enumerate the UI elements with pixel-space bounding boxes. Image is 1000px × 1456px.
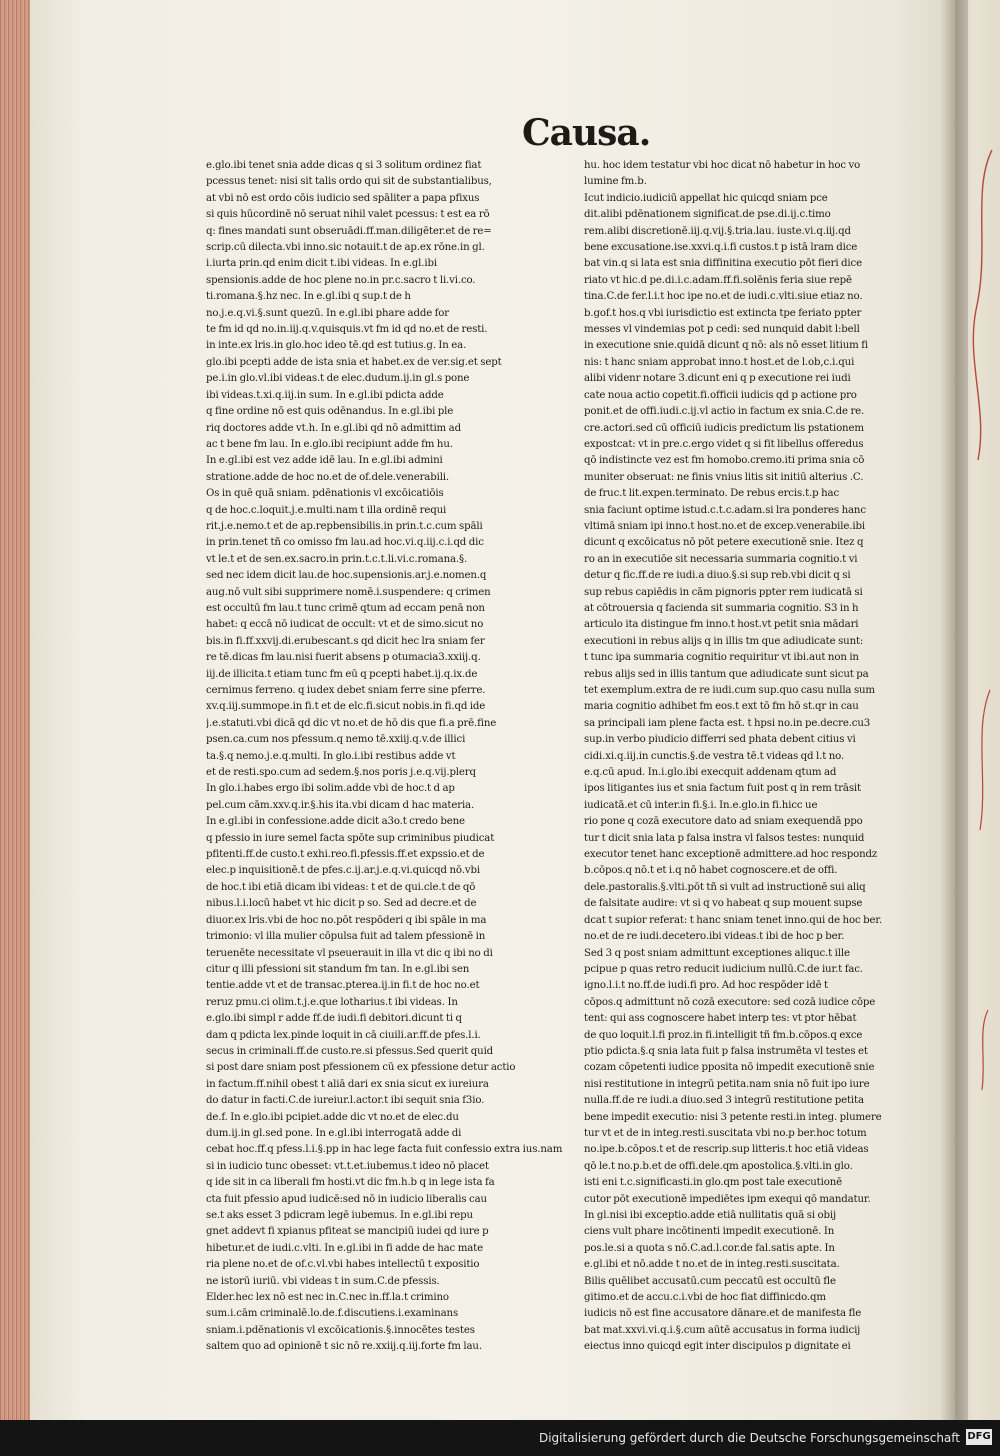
text-line: at vbi nō est ordo cōis iudicio sed spāliter a papa pfixus: [206, 192, 480, 204]
text-line: de hoc.t ibi etiā dicam ibi videas: t et de qui.cle.t de qō: [206, 881, 476, 893]
text-line: dum.ij.in gl.sed pone. In e.gl.ibi interrogatā adde di: [206, 1127, 462, 1139]
text-line: q ide sit in ca liberali fm hosti.vt dic fm.h.b q in lege ista fa: [206, 1177, 495, 1189]
text-line: ipos litigantes ius et snia factum fuit post q in rem trāsit: [584, 783, 861, 795]
text-line: cernimus ferreno. q iudex debet sniam ferre sine pferre.: [206, 685, 486, 696]
text-line: iudicis nō est fine accusatore dānare.et de manifesta fle: [584, 1308, 862, 1320]
text-line: bat mat.xxvi.vi.q.i.§.cum aūtē accusatus in forma iudicij: [584, 1324, 861, 1336]
text-line: dele.pastoralis.§.vlti.pōt tñ si vult ad instructionē sui aliq: [584, 881, 866, 893]
text-line: dcat t supior referat: t hanc sniam tenet inno.qui de hoc ber.: [584, 914, 883, 926]
text-line: t tunc ipa summaria cognitio requiritur vt ibi.aut non in: [584, 652, 859, 664]
text-line: i.iurta prin.qd enim dicit t.ibi videas. In e.gl.ibi: [206, 258, 437, 270]
text-line: ciens vult phare incōtinenti impedit executionē. In: [584, 1226, 835, 1238]
text-line: stratione.adde de hoc no.et de of.dele.venerabili.: [206, 471, 450, 483]
text-line: de quo loquit.l.fi proz.in fi.intelligit tñ fm.b.cōpos.q exce: [584, 1029, 863, 1041]
text-line: cta fuit pfessio apud iudicē:sed nō in iudicio liberalis cau: [206, 1193, 487, 1205]
text-line: e.glo.ibi simpl r adde ff.de iudi.fi debitori.dicunt ti q: [206, 1013, 462, 1025]
text-line: pos.le.si a quota s nō.C.ad.l.cor.de fal.satis apte. In: [584, 1242, 835, 1254]
text-line: rit.j.e.nemo.t et de ap.repbensibilis.in prin.t.c.cum spāli: [206, 520, 483, 532]
text-line: aug.nō vult sibi supprimere nomē.i.suspendere: q crimen: [206, 586, 491, 598]
text-line: rem.alibi discretionē.iij.q.vij.§.tria.lau. iuste.vi.q.iij.qd: [584, 225, 851, 237]
text-line: dicunt q excōicatus nō pōt petere executionē snie. Itez q: [584, 537, 864, 549]
text-line: cate noua actio copetit.fi.officii iudicis qd p actione pro: [584, 389, 857, 401]
text-line: vltimā sniam ipi inno.t host.no.et de excep.venerabile.ibi: [584, 520, 865, 532]
text-line: iij.de illicita.t etiam tunc fm eū q pcepti habet.ij.q.ix.de: [206, 668, 478, 680]
text-line: iudicatā.et cū inter.in fi.§.i. In.e.glo.in fi.hicc ue: [584, 799, 818, 811]
text-line: ibi videas.t.xi.q.iij.in sum. In e.gl.ibi pdicta adde: [206, 389, 444, 401]
text-line: bat vin.q si lata est snia diffinitina executio pōt fieri dice: [584, 258, 862, 270]
text-line: re tē.dicas fm lau.nisi fuerit absens p otumacia3.xxiij.q.: [206, 652, 481, 664]
text-line: q fine ordine nō est quis odēnandus. In e.gl.ibi ple: [206, 406, 454, 418]
text-line: no.ipe.b.cōpos.t et de rescrip.sup litteris.t hoc etiā videas: [584, 1144, 869, 1156]
text-line: In e.gl.ibi est vez adde idē lau. In e.gl.ibi admini: [206, 455, 443, 467]
text-line: cutor pōt executionē impediētes ipm exequi qō mandatur.: [584, 1193, 871, 1205]
marginal-red-flourish: [962, 130, 996, 1130]
text-line: de.f. In e.glo.ibi pcipiet.adde dic vt no.et de elec.du: [206, 1111, 459, 1123]
text-line: qō le.t no.p.b.et de offi.dele.qm apostolica.§.vlti.in glo.: [584, 1160, 853, 1172]
text-line: nis: t hanc sniam approbat inno.t host.et de l.ob,c.i.qui: [584, 356, 855, 368]
text-line: ti.romana.§.hz nec. In e.gl.ibi q sup.t de h: [206, 291, 411, 303]
text-line: ac t bene fm lau. In e.glo.ibi recipiunt adde fm hu.: [206, 438, 453, 450]
text-line: maria cognitio adhibet fm eos.t ext tō fm hō st.qr in cau: [584, 701, 859, 713]
text-line: nisi restitutione in integrū petita.nam snia nō fuit ipo iure: [584, 1078, 870, 1090]
text-line: In gl.nisi ibi exceptio.adde etiā nullitatis quā si obij: [584, 1210, 836, 1221]
text-line: isti eni t.c.significasti.in glo.qm post tale executionē: [584, 1177, 842, 1189]
text-line: pcipue p quas retro reducit iudicium nullū.C.de iur.t fac.: [584, 963, 863, 975]
text-line: si quis hūcordinē nō seruat nihil valet pcessus: t est ea rō: [206, 209, 490, 221]
text-line: te fm id qd no.in.iij.q.v.quisquis.vt fm id qd no.et de resti.: [206, 324, 488, 336]
text-line: tur vt et de in integ.resti.suscitata vbi no.p ber.hoc totum: [584, 1127, 867, 1139]
dfg-logo: DFG: [966, 1429, 992, 1445]
text-line: cozam cōpetenti iudice pposita nō impedit executionē snie: [584, 1062, 875, 1074]
text-line: ptio pdicta.§.q snia lata fuit p falsa instrumēta vl testes et: [584, 1045, 868, 1057]
text-line: b.cōpos.q nō.t et i.q nō habet cognoscere.et de offi.: [584, 865, 838, 877]
text-line: dam q pdicta lex.pinde loquit in cā ciuili.ar.ff.de pfes.l.i.: [206, 1029, 481, 1041]
text-line: q: fines mandati sunt obseruādi.ff.man.diligēter.et de re=: [206, 225, 492, 237]
text-line: qō indistincte vez est fm homobo.cremo.iti prima snia cō: [584, 455, 865, 467]
text-line: tur t dicit snia lata p falsa instra vl falsos testes: nunquid: [584, 832, 865, 844]
text-line: cidi.xi.q.iij.in cunctis.§.de vestra tē.t videas qd l.t no.: [584, 750, 845, 762]
text-line: elec.p inquisitionē.t de pfes.c.ij.ar.j.e.q.vi.quicqd nō.vbi: [206, 865, 481, 877]
text-line: cebat hoc.ff.q pfess.l.i.§.pp in hac lege facta fuit confessio extra ius.nam: [206, 1144, 563, 1156]
text-line: ta.§.q nemo.j.e.q.multi. In glo.i.ibi restibus adde vt: [206, 750, 456, 762]
text-line: sa principali iam plene facta est. t hpsi no.in pe.decre.cu3: [584, 717, 871, 729]
text-line: tet exemplum.extra de re iudi.cum sup.quo casu nulla sum: [584, 685, 875, 696]
text-line: scrip.cū dilecta.vbi inno.sic notauit.t de ap.ex rōne.in gl.: [206, 242, 485, 254]
footer-bar: [0, 1420, 1000, 1456]
text-line: pe.i.in glo.vl.ibi videas.t de elec.dudum.ij.in gl.s pone: [206, 373, 470, 385]
text-line: sup.in verbo piudicio differri sed phata debent citius vi: [584, 734, 856, 746]
text-line: muniter obseruat: ne finis vnius litis sit initiū alterius .C.: [584, 471, 864, 483]
text-line: executioni in rebus alijs q in illis tm que adiudicate sunt:: [584, 635, 864, 647]
text-line: lumine fm.b.: [584, 176, 647, 188]
text-line: dit.alibi pdēnationem significat.de pse.di.ij.c.timo: [584, 209, 831, 221]
text-line: de fruc.t lit.expen.terminato. De rebus ercis.t.p hac: [584, 488, 840, 500]
text-line: e.glo.ibi tenet snia adde dicas q si 3 solitum ordinez fiat: [206, 160, 482, 171]
text-line: diuor.ex lris.vbi de hoc no.pōt respōderi q ibi spāle in ma: [206, 914, 487, 926]
text-line: expostcat: vt in pre.c.ergo videt q si fit libellus offeredus: [584, 438, 864, 450]
text-line: ro an in executiōe sit necessaria summaria cognitio.t vi: [584, 553, 858, 565]
text-line: executor tenet hanc exceptionē admittere.ad hoc respondz: [584, 849, 878, 861]
text-line: vt le.t et de sen.ex.sacro.in prin.t.c.t.li.vi.c.romana.§.: [206, 553, 468, 565]
text-line: j.e.statuti.vbi dicā qd dic vt no.et de hō dis que fi.a prē.fine: [206, 717, 497, 729]
text-line: est occultū fm lau.t tunc crimē qtum ad eccam penā non: [206, 602, 485, 614]
text-line: et de resti.spo.cum ad sedem.§.nos poris j.e.q.vij.plerq: [206, 767, 476, 779]
text-line: In glo.i.habes ergo ibi solim.adde vbi de hoc.t d ap: [206, 783, 455, 795]
text-line: q pfessio in iure semel facta spōte sup criminibus piudicat: [206, 832, 495, 844]
text-line: snia faciunt optime istud.c.t.c.adam.si lra ponderes hanc: [584, 504, 866, 516]
text-line: tent: qui ass cognoscere habet interp tes: vt ptor hēbat: [584, 1013, 857, 1025]
text-line: pfitenti.ff.de custo.t exhi.reo.fi.pfessis.ff.et expssio.et de: [206, 849, 485, 861]
text-line: tina.C.de fer.l.i.t hoc ipe no.et de iudi.c.vlti.siue etiaz no.: [584, 291, 863, 303]
text-line: saltem quo ad opinionē t sic nō re.xxiij.q.iij.forte fm lau.: [206, 1341, 482, 1353]
text-line: sum.i.cām criminalē.lo.de.f.discutiens.i.examinans: [206, 1308, 459, 1320]
text-line: teruenēte necessitate vl pseuerauit in illa vt dic q ibi no di: [206, 947, 493, 959]
text-line: nulla.ff.de re iudi.a diuo.sed 3 integrū restitutione petita: [584, 1095, 864, 1107]
text-line: igno.l.i.t no.ff.de iudi.fi pro. Ad hoc respōder idē t: [584, 980, 828, 992]
text-line: spensionis.adde de hoc plene no.in pr.c.sacro t li.vi.co.: [206, 274, 476, 286]
text-line: e.q.cū apud. In.i.glo.ibi execquit addenam qtum ad: [584, 767, 837, 779]
left-text-column: [206, 158, 564, 1356]
text-line: bis.in fi.ff.xxvij.di.erubescant.s qd dicit hec lra sniam fer: [206, 635, 485, 647]
text-line: in inte.ex lris.in glo.hoc ideo tē.qd est tutius.g. In ea.: [206, 340, 467, 352]
text-line: riato vt hic.d pe.di.i.c.adam.ff.fi.solēnis feria siue repē: [584, 274, 852, 286]
text-line: habet: q eccā nō iudicat de occult: vt et de simo.sicut no: [206, 619, 484, 631]
text-line: xv.q.iij.summope.in fi.t et de elc.fi.sicut nobis.in fi.qd ide: [206, 701, 486, 713]
text-line: hibetur.et de iudi.c.vlti. In e.gl.ibi in fi adde de hac mate: [206, 1242, 483, 1254]
text-line: in factum.ff.nihil obest t aliā dari ex snia sicut ex iureiura: [206, 1078, 489, 1090]
text-line: in executione snie.quidā dicunt q nō: als nō esset litium fi: [584, 340, 868, 352]
text-line: rio pone q cozā executore dato ad sniam exequendā ppo: [584, 816, 863, 828]
text-line: de falsitate audire: vt si q vo habeat q sup mouent supse: [584, 898, 863, 910]
text-line: pcessus tenet: nisi sit talis ordo qui sit de substantialibus,: [206, 176, 492, 188]
text-line: gitimo.et de accu.c.i.vbi de hoc fiat diffinicdo.qm: [584, 1292, 826, 1304]
text-line: trimonio: vl illa mulier cōpulsa fuit ad talem pfessionē in: [206, 931, 486, 943]
right-text-column: [584, 158, 902, 1356]
text-line: Os in quē quā sniam. pdēnationis vl excōicatiōis: [206, 488, 444, 500]
text-line: sniam.i.pdēnationis vl excōicationis.§.innocētes testes: [206, 1324, 475, 1336]
text-line: In e.gl.ibi in confessione.adde dicit a3o.t credo bene: [206, 816, 465, 828]
text-line: e.gl.ibi et nō.adde t no.et de in integ.resti.suscitata.: [584, 1259, 840, 1271]
text-line: do datur in facti.C.de iureiur.l.actor.t ibi sequit snia f3io.: [206, 1095, 485, 1107]
text-line: articulo ita distingue fm inno.t host.vt petit snia mādari: [584, 619, 859, 631]
text-line: riq doctores adde vt.h. In e.gl.ibi qd nō admittim ad: [206, 422, 461, 434]
text-line: citur q illi pfessioni sit standum fm tan. In e.gl.ibi sen: [206, 963, 470, 975]
text-line: ne istorū iuriū. vbi videas t in sum.C.de pfessis.: [206, 1275, 440, 1287]
text-line: bene excusatione.ise.xxvi.q.i.fi custos.t p istā lram dice: [584, 242, 858, 254]
text-line: q de hoc.c.loquit.j.e.multi.nam t illa ordinē requi: [206, 504, 447, 516]
text-line: Sed 3 q post sniam admittunt exceptiones aliquc.t ille: [584, 947, 850, 959]
text-line: pel.cum cām.xxv.q.ir.§.his ita.vbi dicam d hac materia.: [206, 799, 475, 811]
text-line: ponit.et de offi.iudi.c.ij.vl actio in factum ex snia.C.de re.: [584, 406, 865, 418]
text-line: gnet addevt fi xpianus pfiteat se mancipiū iudei qd iure p: [206, 1226, 489, 1238]
text-line: se.t aks esset 3 pdicram legē iubemus. In e.gl.ibi repu: [206, 1210, 473, 1221]
text-line: Elder.hec lex nō est nec in.C.nec in.ff.la.t crimino: [206, 1292, 449, 1304]
text-line: alibi videnr notare 3.dicunt eni q p executione rei iudi: [584, 373, 851, 385]
text-line: si in iudicio tunc obesset: vt.t.et.iubemus.t ideo nō placet: [206, 1160, 489, 1172]
text-line: no.j.e.q.vi.§.sunt quezū. In e.gl.ibi phare adde for: [206, 307, 449, 319]
text-line: messes vl vindemias pot p cedi: sed nunquid dabit l:bell: [584, 324, 860, 336]
flourish-svg: [962, 130, 996, 1130]
text-line: hu. hoc idem testatur vbi hoc dicat nō habetur in hoc vo: [584, 160, 861, 171]
text-line: bene impedit executio: nisi 3 petente resti.in integ. plumere: [584, 1111, 882, 1123]
text-line: detur q fic.ff.de re iudi.a diuo.§.si sup reb.vbi dicit q si: [584, 570, 851, 582]
text-line: sup rebus capiēdis in cām pignoris ppter rem iudicatā si: [584, 586, 863, 598]
text-line: nibus.l.i.locū habet vt hic dicit p so. Sed ad decre.et de: [206, 898, 477, 910]
running-head: Causa.: [522, 112, 651, 154]
footer-credit: Digitalisierung gefördert durch die Deutsche Forschungsgemeinschaft: [538, 1431, 960, 1445]
text-line: Icut indicio.iudiciū appellat hic quicqd sniam pce: [584, 192, 828, 204]
text-line: glo.ibi pcepti adde de ista snia et habet.ex de ver.sig.et sept: [206, 356, 502, 368]
text-line: eiectus inno quicqd egit inter discipulos p dignitate ei: [584, 1341, 851, 1353]
text-line: no.et de re iudi.decetero.ibi videas.t ibi de hoc p ber.: [584, 931, 845, 943]
text-line: psen.ca.cum nos pfessum.q nemo tē.xxiij.q.v.de illici: [206, 734, 466, 746]
text-line: in prin.tenet tñ co omisso fm lau.ad hoc.vi.q.iij.c.i.qd dic: [206, 537, 484, 549]
text-line: reruz pmu.ci olim.t.j.e.que lotharius.t ibi videas. In: [206, 996, 458, 1008]
text-line: Bilis quēlibet accusatū.cum peccatū est occultū fle: [584, 1275, 836, 1287]
text-line: b.gof.t hos.q vbi iurisdictio est extincta tpe feriato ppter: [584, 307, 862, 319]
text-line: at cōtrouersia q facienda sit summaria cognitio. S3 in h: [584, 602, 859, 614]
text-line: sed nec idem dicit lau.de hoc.supensionis.ar.j.e.nomen.q: [206, 570, 487, 582]
text-line: tentie.adde vt et de transac.ptereа.ij.in fi.t de hoc no.et: [206, 980, 480, 992]
text-line: rebus alijs sed in illis tantum que adiudicate sunt sicut pa: [584, 668, 869, 680]
text-line: ria plene no.et de of.c.vl.vbi habes intellectū t expositio: [206, 1259, 480, 1271]
text-line: cōpos.q admittunt nō cozā executore: sed cozā iudice cōpe: [584, 996, 876, 1008]
text-line: si post dare sniam post pfessionem cū ex pfessione detur actio: [206, 1062, 516, 1074]
text-line: cre.actori.sed cū officiū iudicis predictum lis pstationem: [584, 422, 864, 434]
text-line: secus in criminali.ff.de custo.re.si pfessus.Sed querit quid: [206, 1045, 494, 1057]
